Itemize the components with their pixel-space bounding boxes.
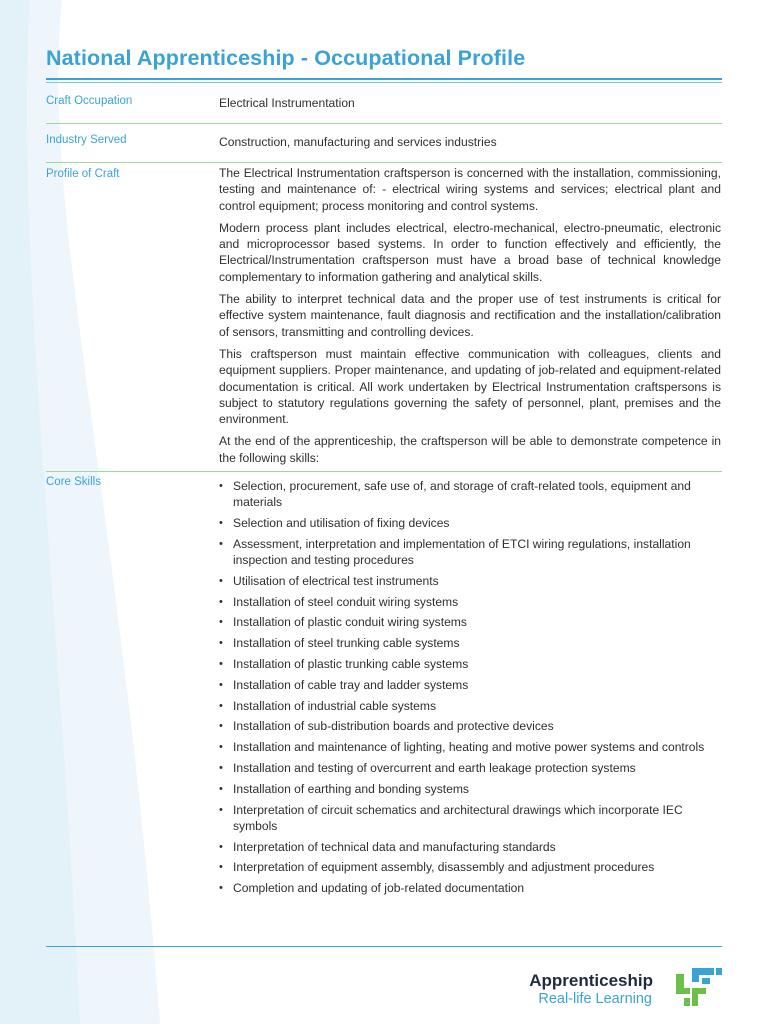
title-rule bbox=[46, 78, 722, 80]
bullet-icon: • bbox=[219, 517, 223, 529]
bullet-icon: • bbox=[219, 720, 223, 733]
bullet-icon: • bbox=[219, 678, 223, 691]
list-item bbox=[219, 880, 709, 896]
skill-text: Selection, procurement, safe use of, and storage of craft-related tools, equipment and materials bbox=[233, 479, 691, 510]
row-industry-served bbox=[46, 134, 722, 154]
skill-text: Installation of sub-distribution boards and protective devices bbox=[233, 719, 554, 734]
row-divider bbox=[46, 162, 722, 163]
industry-served-label: Industry Served bbox=[46, 134, 127, 146]
list-item bbox=[219, 656, 709, 672]
apprenticeship-logo-mark-icon bbox=[658, 966, 722, 1008]
bullet-icon: • bbox=[219, 882, 223, 895]
bullet-icon: • bbox=[219, 840, 223, 853]
bottom-rule bbox=[46, 946, 722, 947]
list-item bbox=[219, 760, 709, 776]
skill-text: Installation of plastic conduit wiring systems bbox=[233, 615, 467, 630]
title-rule-thin bbox=[46, 82, 722, 83]
profile-of-craft-text bbox=[219, 165, 721, 466]
craft-occupation-value: Electrical Instrumentation bbox=[219, 96, 355, 110]
skill-text: Interpretation of equipment assembly, disassembly and adjustment procedures bbox=[233, 860, 655, 875]
skill-text: Interpretation of circuit schematics and architectural drawings which incorporate IEC symbols bbox=[233, 802, 683, 833]
list-item bbox=[219, 635, 709, 651]
industry-served-value: Construction, manufacturing and services industries bbox=[219, 135, 497, 149]
list-item bbox=[219, 677, 709, 693]
craft-occupation-label: Craft Occupation bbox=[46, 95, 133, 107]
profile-paragraph: Modern process plant includes electrical, electro-mechanical, electro-pneumatic, electronic and microprocessor based systems. In order to function effectively and efficiently, the Electrical/Instrumentation craftsperson must have a broad base of technical knowledge complementary to information gathering and analytical skills. bbox=[219, 220, 721, 284]
bullet-icon: • bbox=[219, 741, 223, 754]
apprenticeship-logo bbox=[500, 966, 730, 1012]
list-item bbox=[219, 614, 709, 630]
profile-of-craft-label: Profile of Craft bbox=[46, 168, 120, 180]
skill-text: Installation of steel conduit wiring systems bbox=[233, 594, 459, 609]
bullet-icon: • bbox=[219, 761, 223, 774]
row-craft-occupation bbox=[46, 95, 722, 115]
page-title: National Apprenticeship - Occupational Profile bbox=[46, 46, 526, 70]
bullet-icon: • bbox=[219, 803, 223, 816]
skill-text: Utilisation of electrical test instruments bbox=[233, 573, 439, 588]
logo-tagline: Real-life Learning bbox=[538, 991, 652, 1007]
list-item bbox=[219, 594, 709, 610]
profile-paragraph: This craftsperson must maintain effective communication with colleagues, clients and equipment suppliers. Proper maintenance, and updating of job-related and equipment-related documentation is critical. All work undertaken by Electrical Instrumentation craftspersons is subject to statutory regulations governing the safety of personnel, plant, premises and the environment. bbox=[219, 346, 721, 427]
list-item bbox=[219, 859, 709, 875]
core-skills-list bbox=[219, 478, 709, 901]
skill-text: Installation of plastic trunking cable systems bbox=[233, 656, 469, 671]
list-item bbox=[219, 839, 709, 855]
skill-text: Interpretation of technical data and manufacturing standards bbox=[233, 839, 556, 854]
bullet-icon: • bbox=[219, 574, 223, 587]
skill-text: Selection and utilisation of fixing devices bbox=[233, 516, 450, 530]
list-item bbox=[219, 781, 709, 797]
profile-paragraph: At the end of the apprenticeship, the craftsperson will be able to demonstrate competence in the following skills: bbox=[219, 434, 721, 465]
row-divider bbox=[46, 123, 722, 124]
list-item bbox=[219, 536, 709, 568]
skill-text: Assessment, interpretation and implementation of ETCI wiring regulations, installation inspection and testing procedures bbox=[233, 536, 691, 567]
list-item bbox=[219, 698, 709, 714]
profile-paragraph: The ability to interpret technical data and the proper use of test instruments is critical for effective system maintenance, fault diagnosis and rectification and the installation/calibration of sensors, transmitting and controlling devices. bbox=[219, 292, 721, 339]
bullet-icon: • bbox=[219, 782, 223, 795]
skill-text: Installation and maintenance of lighting, heating and motive power systems and controls bbox=[233, 740, 705, 755]
row-divider bbox=[46, 471, 722, 472]
bullet-icon: • bbox=[219, 595, 223, 608]
bullet-icon: • bbox=[219, 861, 223, 874]
list-item bbox=[219, 718, 709, 734]
list-item bbox=[219, 478, 709, 510]
bullet-icon: • bbox=[219, 616, 223, 629]
row-profile-of-craft bbox=[46, 165, 722, 465]
profile-paragraph: The Electrical Instrumentation craftsperson is concerned with the installation, commissioning, testing and maintenance of: - electrical wiring systems and services; electrical plant and control equipment; process monitoring and control systems. bbox=[219, 166, 721, 213]
list-item bbox=[219, 573, 709, 589]
bullet-icon: • bbox=[219, 637, 223, 650]
logo-wordmark: Apprenticeship bbox=[529, 971, 653, 990]
skill-text: Installation of cable tray and ladder systems bbox=[233, 677, 469, 692]
skill-text: Installation of industrial cable systems bbox=[233, 698, 437, 713]
bullet-icon: • bbox=[219, 699, 223, 712]
skill-text: Installation of earthing and bonding systems bbox=[233, 781, 469, 796]
bullet-icon: • bbox=[219, 480, 223, 492]
list-item bbox=[219, 515, 709, 531]
bullet-icon: • bbox=[219, 537, 223, 550]
bullet-icon: • bbox=[219, 657, 223, 670]
skill-text: Installation and testing of overcurrent and earth leakage protection systems bbox=[233, 760, 636, 775]
skill-text: Completion and updating of job-related documentation bbox=[233, 881, 525, 896]
list-item bbox=[219, 739, 709, 755]
skill-text: Installation of steel trunking cable systems bbox=[233, 636, 460, 651]
list-item bbox=[219, 802, 709, 834]
core-skills-label: Core Skills bbox=[46, 476, 101, 488]
